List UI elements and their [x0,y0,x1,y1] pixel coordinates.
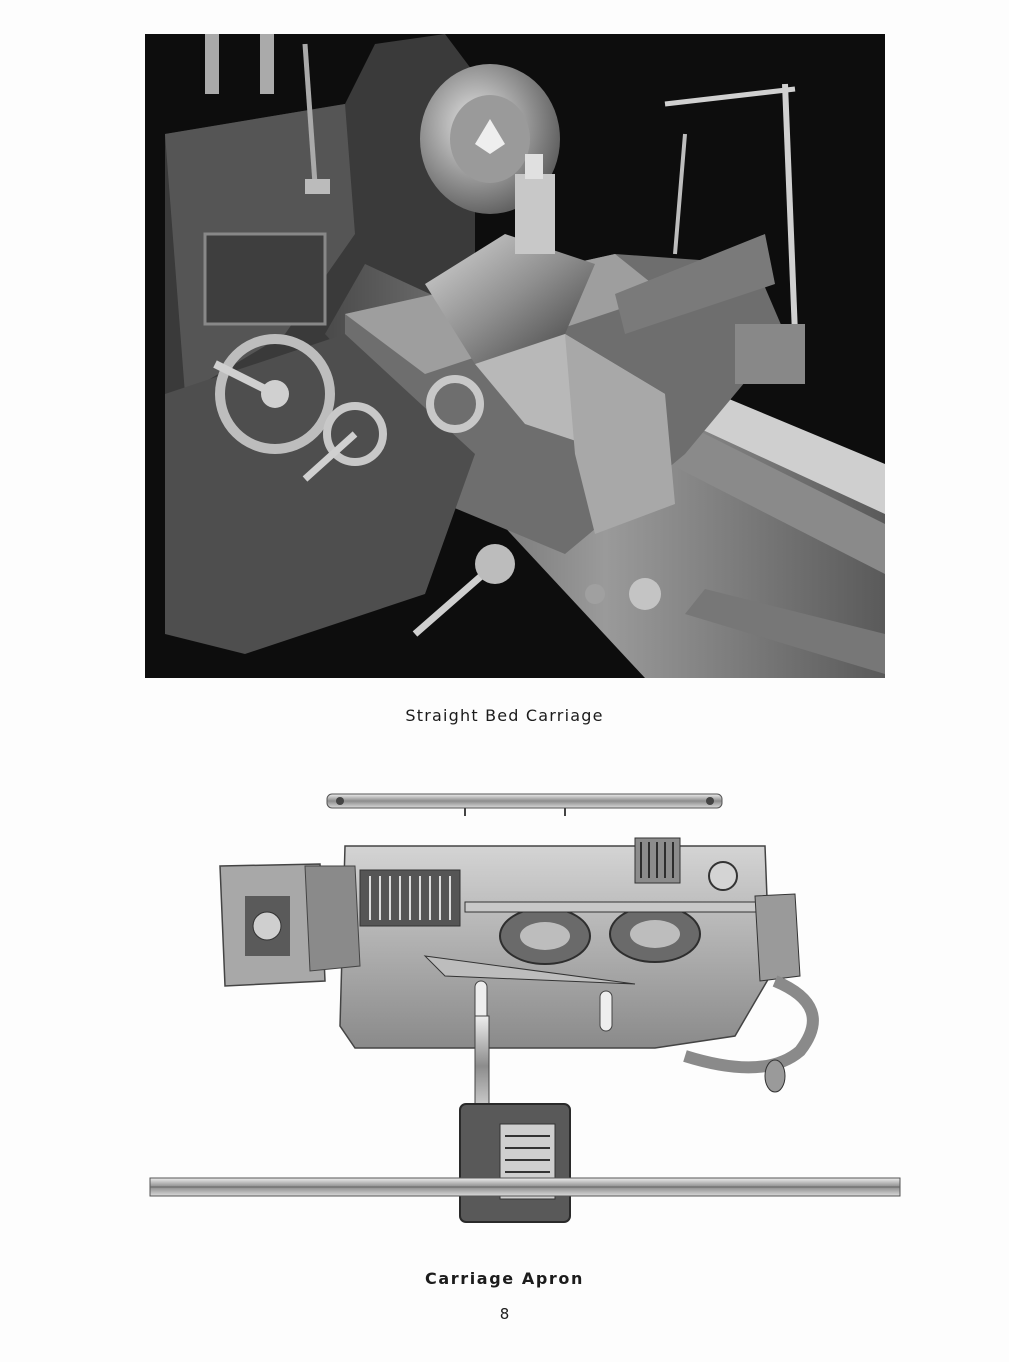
straight-bed-carriage-photo [145,34,885,678]
page-number: 8 [499,1305,510,1323]
carriage-apron-illustration [145,786,905,1236]
figure-caption: Straight Bed Carriage [405,706,604,725]
figure-caption: Carriage Apron [425,1269,584,1288]
